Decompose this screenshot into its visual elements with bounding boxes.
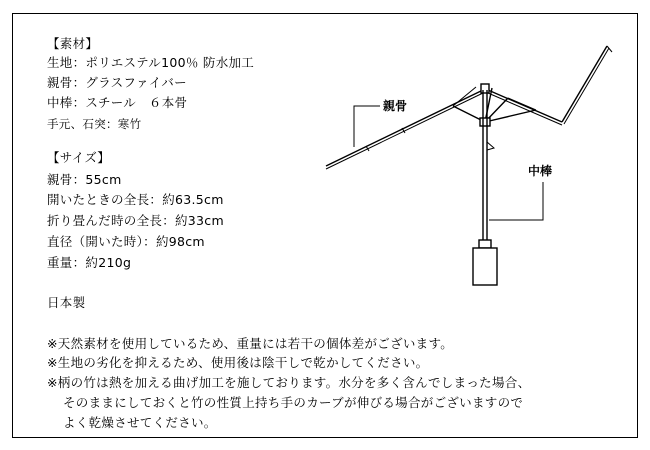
note-bamboo-handle-cont: そのままにしておくと竹の性質上持ち手のカーブが伸びる場合がございますので xyxy=(63,395,524,410)
shaft-callout xyxy=(489,182,543,220)
size-rib-length: 親骨：55cm xyxy=(47,172,122,187)
size-folded-length: 折り畳んだ時の全長：約33cm xyxy=(47,213,224,228)
umbrella-frame xyxy=(326,46,612,285)
rib-callout xyxy=(354,106,380,147)
note-drying: ※生地の劣化を抑えるため、使用後は陰干しで乾かしてください。 xyxy=(47,355,429,370)
size-open-length: 開いたときの全長：約63.5cm xyxy=(47,192,224,207)
top-notch xyxy=(481,84,489,93)
note-weight-variance: ※天然素材を使用しているため、重量には若干の個体差がございます。 xyxy=(47,336,454,351)
right-stretcher xyxy=(485,110,536,122)
material-handle: 手元、石突：寒竹 xyxy=(47,117,142,131)
material-fabric: 生地：ポリエステル100％ 防水加工 xyxy=(47,55,255,70)
size-diameter: 直径（開いた時）：約98cm xyxy=(47,234,205,249)
materials-heading: 【素材】 xyxy=(47,36,99,51)
material-shaft: 中棒：スチール ６本骨 xyxy=(47,95,188,110)
note-bamboo-handle: ※柄の竹は熱を加える曲げ加工を施しております。水分を多く含んでしまった場合、 xyxy=(47,375,531,390)
rib-label: 親骨 xyxy=(383,99,408,113)
handle xyxy=(473,248,497,285)
shaft-label: 中棒 xyxy=(528,164,553,178)
size-heading: 【サイズ】 xyxy=(47,150,111,165)
material-rib: 親骨：グラスファイバー xyxy=(47,75,187,90)
right-rib xyxy=(488,90,562,122)
note-bamboo-handle-end: よく乾燥させてください。 xyxy=(63,415,217,430)
umbrella-diagram xyxy=(310,30,630,300)
runner xyxy=(480,118,490,126)
handle-collar xyxy=(479,240,491,248)
size-weight: 重量：約210g xyxy=(47,255,132,270)
origin-label: 日本製 xyxy=(47,295,86,310)
